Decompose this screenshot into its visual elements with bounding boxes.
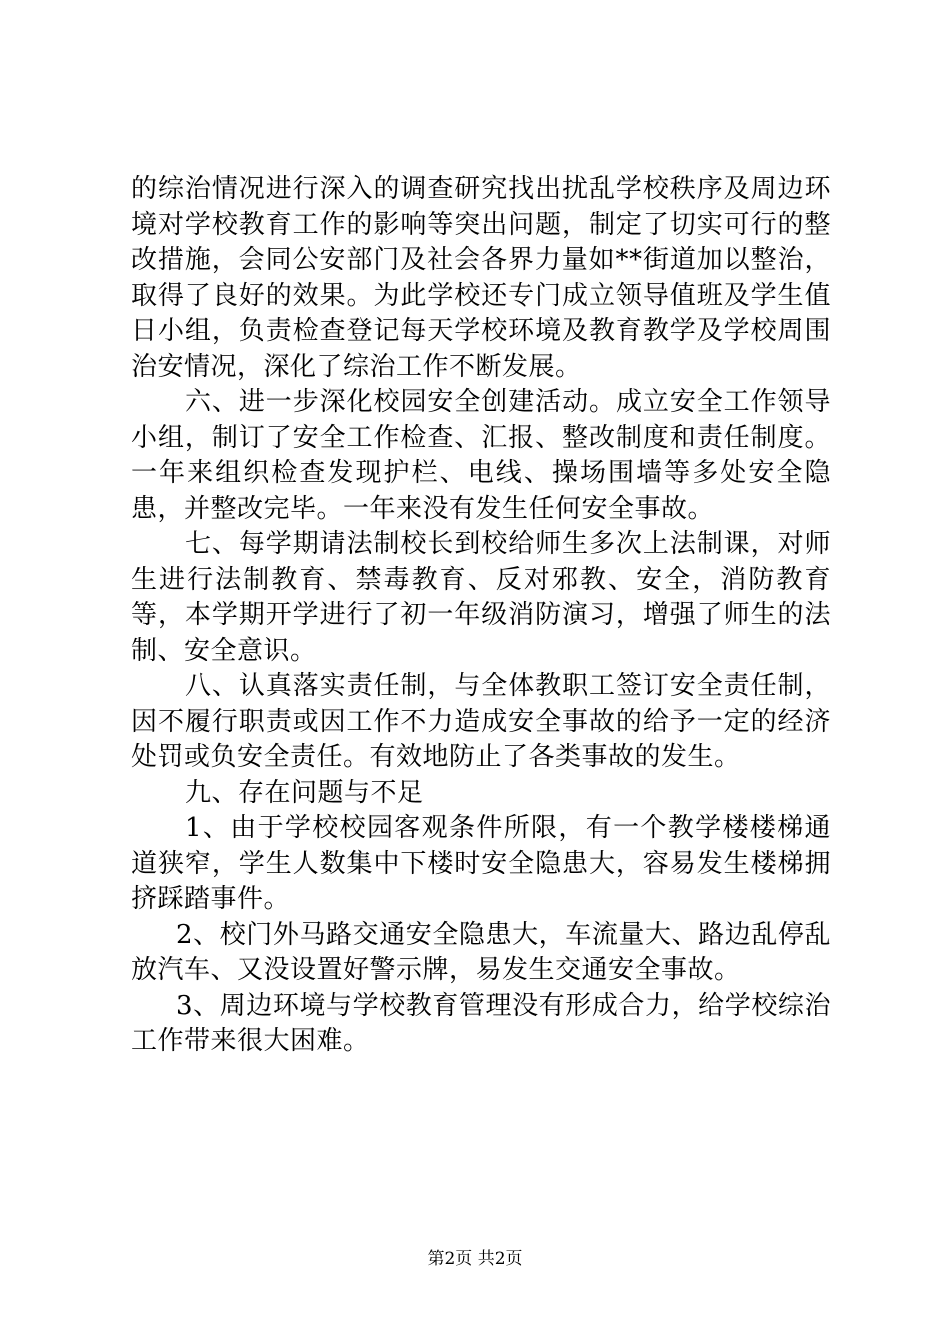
section-heading-9: 九、存在问题与不足 bbox=[185, 777, 424, 808]
page-footer: 第2页 共2页 bbox=[427, 1249, 523, 1269]
issue-item-3: 3、周边环境与学校教育管理没有形成合力，给学校综治工作带来很大困难。 bbox=[131, 990, 831, 1056]
paragraph-section-7: 七、每学期请法制校长到校给师生多次上法制课，对师生进行法制教育、禁毒教育、反对邪教、安全，消防教育等，本学期开学进行了初一年级消防演习，增强了师生的法制、安全意识。 bbox=[131, 529, 831, 666]
document-body bbox=[131, 172, 831, 1060]
paragraph-continuation: 的综治情况进行深入的调查研究找出扰乱学校秩序及周边环境对学校教育工作的影响等突出问题，制定了切实可行的整改措施，会同公安部门及社会各界力量如**街道加以整治，取得了良好的效果。为此学校还专门成立领导值班及学生值日小组，负责检查登记每天学校环境及教育教学及学校周围治安情况，深化了综治工作不断发展。 bbox=[131, 174, 831, 382]
paragraph-section-6: 六、进一步深化校园安全创建活动。成立安全工作领导小组，制订了安全工作检查、汇报、整改制度和责任制度。一年来组织检查发现护栏、电线、操场围墙等多处安全隐患，并整改完毕。一年来没有发生任何安全事故。 bbox=[131, 387, 831, 524]
issue-item-1: 1、由于学校校园客观条件所限，有一个教学楼楼梯通道狭窄，学生人数集中下楼时安全隐患大，容易发生楼梯拥挤踩踏事件。 bbox=[131, 813, 831, 914]
issue-item-2: 2、校门外马路交通安全隐患大，车流量大、路边乱停乱放汽车、又没设置好警示牌，易发生交通安全事故。 bbox=[131, 919, 831, 985]
paragraph-section-8: 八、认真落实责任制，与全体教职工签订安全责任制，因不履行职责或因工作不力造成安全事故的给予一定的经济处罚或负安全责任。有效地防止了各类事故的发生。 bbox=[131, 671, 831, 772]
